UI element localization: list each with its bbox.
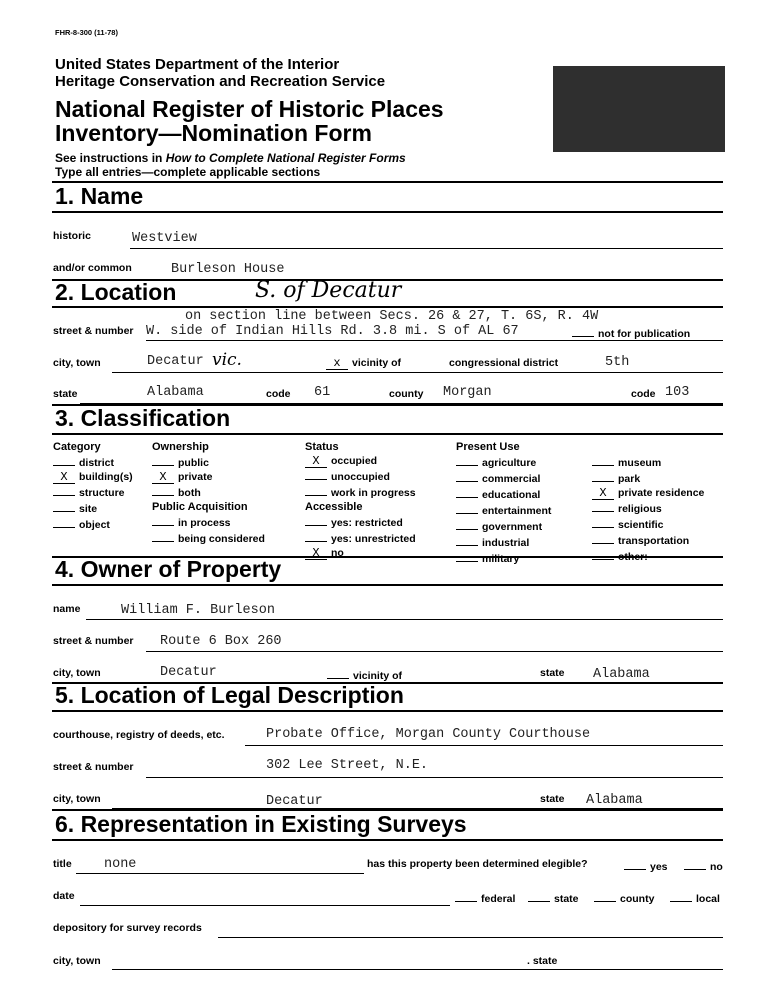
use-scientific[interactable]: scientific: [592, 516, 704, 532]
legal-state-label: state: [540, 793, 565, 805]
owner-state-field[interactable]: Alabama: [593, 667, 650, 682]
county-code-field[interactable]: 103: [665, 385, 690, 400]
legal-street-field[interactable]: 302 Lee Street, N.E.: [266, 758, 429, 773]
status-header: Status: [305, 441, 339, 453]
city-town-label: city, town: [53, 357, 101, 369]
section-4-heading: 4. Owner of Property: [55, 556, 282, 582]
owner-vicinity: vicinity of: [327, 667, 402, 682]
legal-street-label: street & number: [53, 761, 134, 773]
street-number-label: street & number: [53, 325, 134, 337]
level-local[interactable]: local: [670, 890, 720, 905]
state-code-field[interactable]: 61: [314, 385, 331, 400]
category-column: [53, 440, 133, 532]
category-buildings[interactable]: X building(s): [53, 470, 133, 484]
state-label: state: [53, 388, 78, 400]
owner-street-field[interactable]: Route 6 Box 260: [160, 634, 282, 649]
use-transportation[interactable]: transportation: [592, 532, 704, 548]
legal-state-field[interactable]: Alabama: [586, 793, 643, 808]
legal-city-field[interactable]: Decatur: [266, 794, 323, 809]
acquisition-in-process[interactable]: in process: [152, 514, 265, 530]
public-acquisition-header: Public Acquisition: [152, 501, 248, 513]
form-number: FHR-8-300 (11-78): [55, 28, 118, 37]
use-commercial[interactable]: commercial: [456, 470, 551, 486]
eligible-question: has this property been determined elegible?: [367, 858, 588, 870]
state-code-label: code: [266, 388, 291, 400]
survey-title-field[interactable]: none: [104, 857, 137, 872]
legal-city-label: city, town: [53, 793, 101, 805]
vicinity-of: x vicinity of: [326, 357, 401, 370]
section-divider: [52, 839, 723, 841]
state-field[interactable]: Alabama: [147, 385, 204, 400]
agency-name: United States Department of the Interior: [55, 56, 340, 73]
congressional-district-label: congressional district: [449, 357, 559, 369]
level-county[interactable]: county: [594, 890, 654, 905]
category-structure[interactable]: structure: [53, 484, 133, 500]
owner-city-field[interactable]: Decatur: [160, 665, 217, 680]
courthouse-field[interactable]: Probate Office, Morgan County Courthouse: [266, 727, 591, 742]
accessible-header: Accessible: [305, 501, 363, 513]
owner-street-label: street & number: [53, 635, 134, 647]
common-name-label: and/or common: [53, 262, 132, 274]
present-use-column-right: [592, 454, 704, 564]
handwritten-vicinity: vic.: [212, 350, 242, 370]
city-town-field[interactable]: Decatur: [147, 354, 204, 369]
use-educational[interactable]: educational: [456, 486, 551, 502]
field-underline: [146, 777, 723, 778]
section-divider: [52, 710, 723, 712]
ownership-column: [152, 440, 265, 546]
street-line2-field[interactable]: W. side of Indian Hills Rd. 3.8 mi. S of AL 67: [146, 324, 519, 339]
status-occupied[interactable]: X occupied: [305, 454, 416, 468]
survey-date-label: date: [53, 890, 75, 902]
use-private-residence[interactable]: X private residence: [592, 486, 704, 500]
field-underline: [245, 745, 723, 746]
accessible-restricted[interactable]: yes: restricted: [305, 514, 416, 530]
present-use-column-left: [456, 440, 551, 566]
common-name-field[interactable]: Burleson House: [171, 262, 285, 277]
instructions-line1: See instructions in How to Complete National Register Forms: [55, 151, 406, 165]
owner-name-label: name: [53, 603, 81, 615]
use-entertainment[interactable]: entertainment: [456, 502, 551, 518]
section-3-heading: 3. Classification: [55, 405, 231, 431]
accessible-no[interactable]: X no: [305, 546, 416, 560]
field-underline: [86, 619, 723, 620]
acquisition-being-considered[interactable]: being considered: [152, 530, 265, 546]
field-underline: [130, 248, 723, 249]
congressional-district-field[interactable]: 5th: [605, 355, 630, 370]
use-agriculture[interactable]: agriculture: [456, 454, 551, 470]
section-1-heading: 1. Name: [55, 183, 144, 209]
accessible-unrestricted[interactable]: yes: unrestricted: [305, 530, 416, 546]
field-underline: [76, 873, 364, 874]
form-title-line2: Inventory—Nomination Form: [55, 120, 372, 146]
status-unoccupied[interactable]: unoccupied: [305, 468, 416, 484]
section-6-heading: 6. Representation in Existing Surveys: [55, 811, 467, 837]
field-underline: [80, 905, 450, 906]
section-2-heading: 2. Location: [55, 279, 177, 305]
survey-state-label: . state: [527, 955, 558, 967]
historic-field[interactable]: Westview: [132, 231, 197, 246]
owner-city-label: city, town: [53, 667, 101, 679]
category-district[interactable]: district: [53, 454, 133, 470]
use-religious[interactable]: religious: [592, 500, 704, 516]
use-park[interactable]: park: [592, 470, 704, 486]
section-divider: [52, 584, 723, 586]
form-title-line1: National Register of Historic Places: [55, 96, 444, 122]
ownership-header: Ownership: [152, 441, 209, 453]
field-underline: [112, 969, 723, 970]
ownership-both[interactable]: both: [152, 484, 265, 500]
category-object[interactable]: object: [53, 516, 133, 532]
redacted-stamp-box: [553, 66, 725, 152]
survey-title-label: title: [53, 858, 72, 870]
instructions-line2: Type all entries—complete applicable sections: [55, 165, 321, 179]
field-underline: [146, 340, 723, 341]
category-site[interactable]: site: [53, 500, 133, 516]
county-code-label: code: [631, 388, 656, 400]
category-header: Category: [53, 441, 101, 453]
historic-label: historic: [53, 230, 91, 242]
section-divider: [52, 306, 723, 308]
owner-state-label: state: [540, 667, 565, 679]
field-underline: [146, 651, 723, 652]
use-museum[interactable]: museum: [592, 454, 704, 470]
section-divider: [52, 181, 723, 183]
status-column: [305, 440, 416, 560]
level-state[interactable]: state: [528, 890, 579, 905]
present-use-header: Present Use: [456, 441, 520, 453]
owner-name-field[interactable]: William F. Burleson: [121, 603, 275, 618]
use-industrial[interactable]: industrial: [456, 534, 551, 550]
county-field[interactable]: Morgan: [443, 385, 492, 400]
use-military[interactable]: military: [456, 550, 551, 566]
use-other[interactable]: other:: [592, 548, 704, 564]
section-divider: [52, 433, 723, 435]
county-label: county: [389, 388, 424, 400]
not-for-publication: not for publication: [572, 325, 690, 340]
level-federal[interactable]: federal: [455, 890, 515, 905]
courthouse-label: courthouse, registry of deeds, etc.: [53, 729, 225, 741]
service-name: Heritage Conservation and Recreation Service: [55, 73, 386, 90]
section-divider: [52, 211, 723, 213]
field-underline: [112, 372, 723, 373]
use-government[interactable]: government: [456, 518, 551, 534]
section-5-heading: 5. Location of Legal Description: [55, 682, 404, 708]
survey-city-label: city, town: [53, 955, 101, 967]
ownership-public[interactable]: public: [152, 454, 265, 470]
depository-label: depository for survey records: [53, 922, 202, 934]
field-underline: [218, 937, 723, 938]
handwritten-note: S. of Decatur: [255, 278, 402, 303]
street-line1-field[interactable]: on section line between Secs. 26 & 27, T. 6S, R. 4W: [185, 309, 599, 324]
eligible-no[interactable]: no: [684, 858, 723, 873]
eligible-yes[interactable]: yes: [624, 858, 668, 873]
ownership-private[interactable]: X private: [152, 470, 265, 484]
status-work-in-progress[interactable]: work in progress: [305, 484, 416, 500]
